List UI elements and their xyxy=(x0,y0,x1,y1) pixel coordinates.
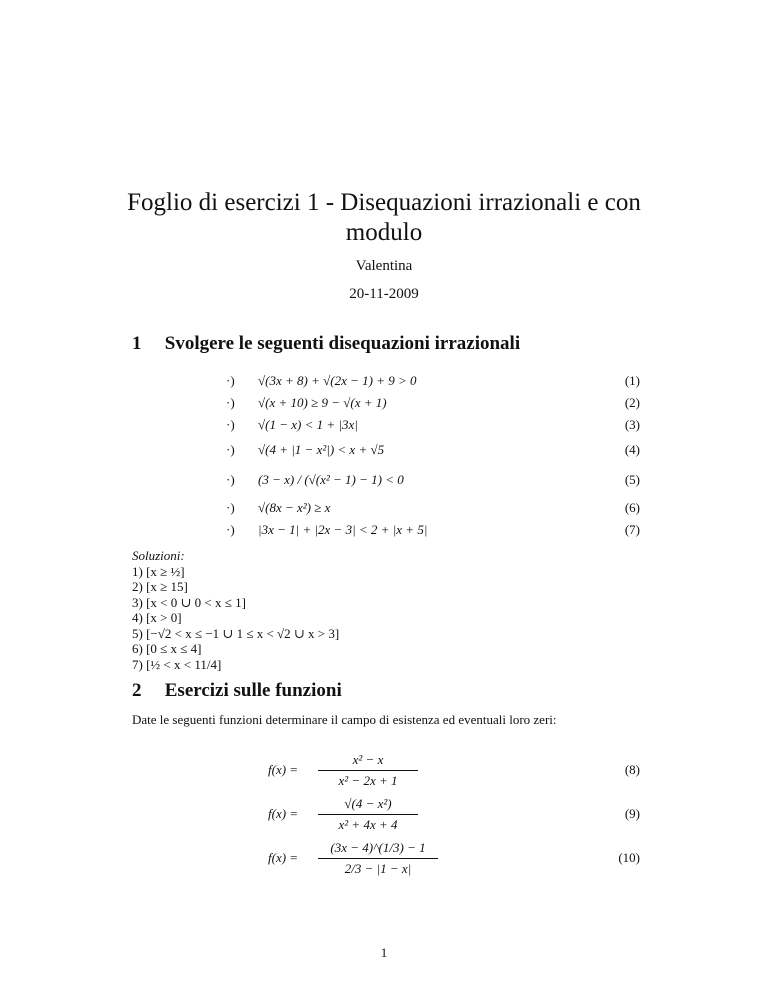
solution-item: 3) [x < 0 ∪ 0 < x ≤ 1] xyxy=(132,594,246,610)
fraction-denominator: x² + 4x + 4 xyxy=(338,817,398,832)
equation-number: (9) xyxy=(624,806,640,821)
equation-expression: |3x − 1| + |2x − 3| < 2 + |x + 5| xyxy=(258,522,428,537)
equation-expression: √(8x − x²) ≥ x xyxy=(258,500,331,515)
bullet: ·) xyxy=(226,442,235,457)
fraction-numerator: x² − x xyxy=(318,752,418,771)
equation-expression: √(x + 10) ≥ 9 − √(x + 1) xyxy=(258,395,387,410)
document-author: Valentina xyxy=(355,258,413,274)
function-row xyxy=(0,840,768,882)
section-number: 1 xyxy=(132,333,142,354)
equation-row xyxy=(0,522,768,544)
solution-item: 6) [0 ≤ x ≤ 4] xyxy=(132,641,202,656)
equation-expression: (3 − x) / (√(x² − 1) − 1) < 0 xyxy=(258,472,404,487)
equation-number: (8) xyxy=(624,762,640,777)
equation-number: (4) xyxy=(624,442,640,457)
solution-item: 4) [x > 0] xyxy=(132,610,182,625)
function-row xyxy=(0,796,768,838)
bullet: ·) xyxy=(226,472,235,487)
fraction-numerator: √(4 − x²) xyxy=(318,796,418,815)
equation-row xyxy=(0,395,768,417)
equation-row xyxy=(0,417,768,439)
document-title: Foglio di esercizi 1 - Disequazioni irrazionali e con modulo xyxy=(127,189,641,246)
bullet: ·) xyxy=(226,500,235,515)
function-lhs: f(x) = xyxy=(268,850,299,865)
bullet: ·) xyxy=(226,417,235,432)
function-fraction xyxy=(318,752,418,789)
fraction-denominator: x² − 2x + 1 xyxy=(338,773,398,788)
section-title: Svolgere le seguenti disequazioni irrazionali xyxy=(164,333,521,354)
equation-row xyxy=(0,373,768,395)
equation-number: (3) xyxy=(624,417,640,432)
solutions-block xyxy=(132,548,339,672)
section-1-heading xyxy=(132,333,520,355)
equation-row xyxy=(0,442,768,464)
section-2-heading xyxy=(132,680,342,702)
equation-number: (1) xyxy=(624,373,640,388)
fraction-numerator: (3x − 4)^(1/3) − 1 xyxy=(318,840,438,859)
solutions-heading: Soluzioni: xyxy=(132,548,185,563)
solution-item: 2) [x ≥ 15] xyxy=(132,579,188,594)
equation-number: (10) xyxy=(618,850,640,865)
function-fraction xyxy=(318,796,418,833)
page-number: 1 xyxy=(380,945,388,960)
bullet: ·) xyxy=(226,522,235,537)
equation-row xyxy=(0,500,768,522)
solution-item: 1) [x ≥ ½] xyxy=(132,563,185,579)
section-title: Esercizi sulle funzioni xyxy=(164,680,342,701)
solution-item: 5) [−√2 < x ≤ −1 ∪ 1 ≤ x < √2 ∪ x > 3] xyxy=(132,625,340,641)
function-fraction xyxy=(318,840,438,877)
bullet: ·) xyxy=(226,395,235,410)
section-number: 2 xyxy=(132,680,142,701)
equation-expression: √(4 + |1 − x²|) < x + √5 xyxy=(258,442,385,457)
function-lhs: f(x) = xyxy=(268,806,299,821)
equation-number: (6) xyxy=(624,500,640,515)
equation-number: (2) xyxy=(624,395,640,410)
function-lhs: f(x) = xyxy=(268,762,299,777)
equation-number: (5) xyxy=(624,472,640,487)
equation-row xyxy=(0,472,768,494)
section-2-intro: Date le seguenti funzioni determinare il campo di esistenza ed eventuali loro zeri: xyxy=(132,712,557,727)
equation-expression: √(1 − x) < 1 + |3x| xyxy=(258,417,358,432)
function-row xyxy=(0,752,768,794)
bullet: ·) xyxy=(226,373,235,388)
equation-number: (7) xyxy=(624,522,640,537)
fraction-denominator: 2/3 − |1 − x| xyxy=(344,861,412,876)
solution-item: 7) [½ < x < 11/4] xyxy=(132,656,222,672)
document-date: 20-11-2009 xyxy=(349,286,419,302)
equation-expression: √(3x + 8) + √(2x − 1) + 9 > 0 xyxy=(258,373,417,388)
